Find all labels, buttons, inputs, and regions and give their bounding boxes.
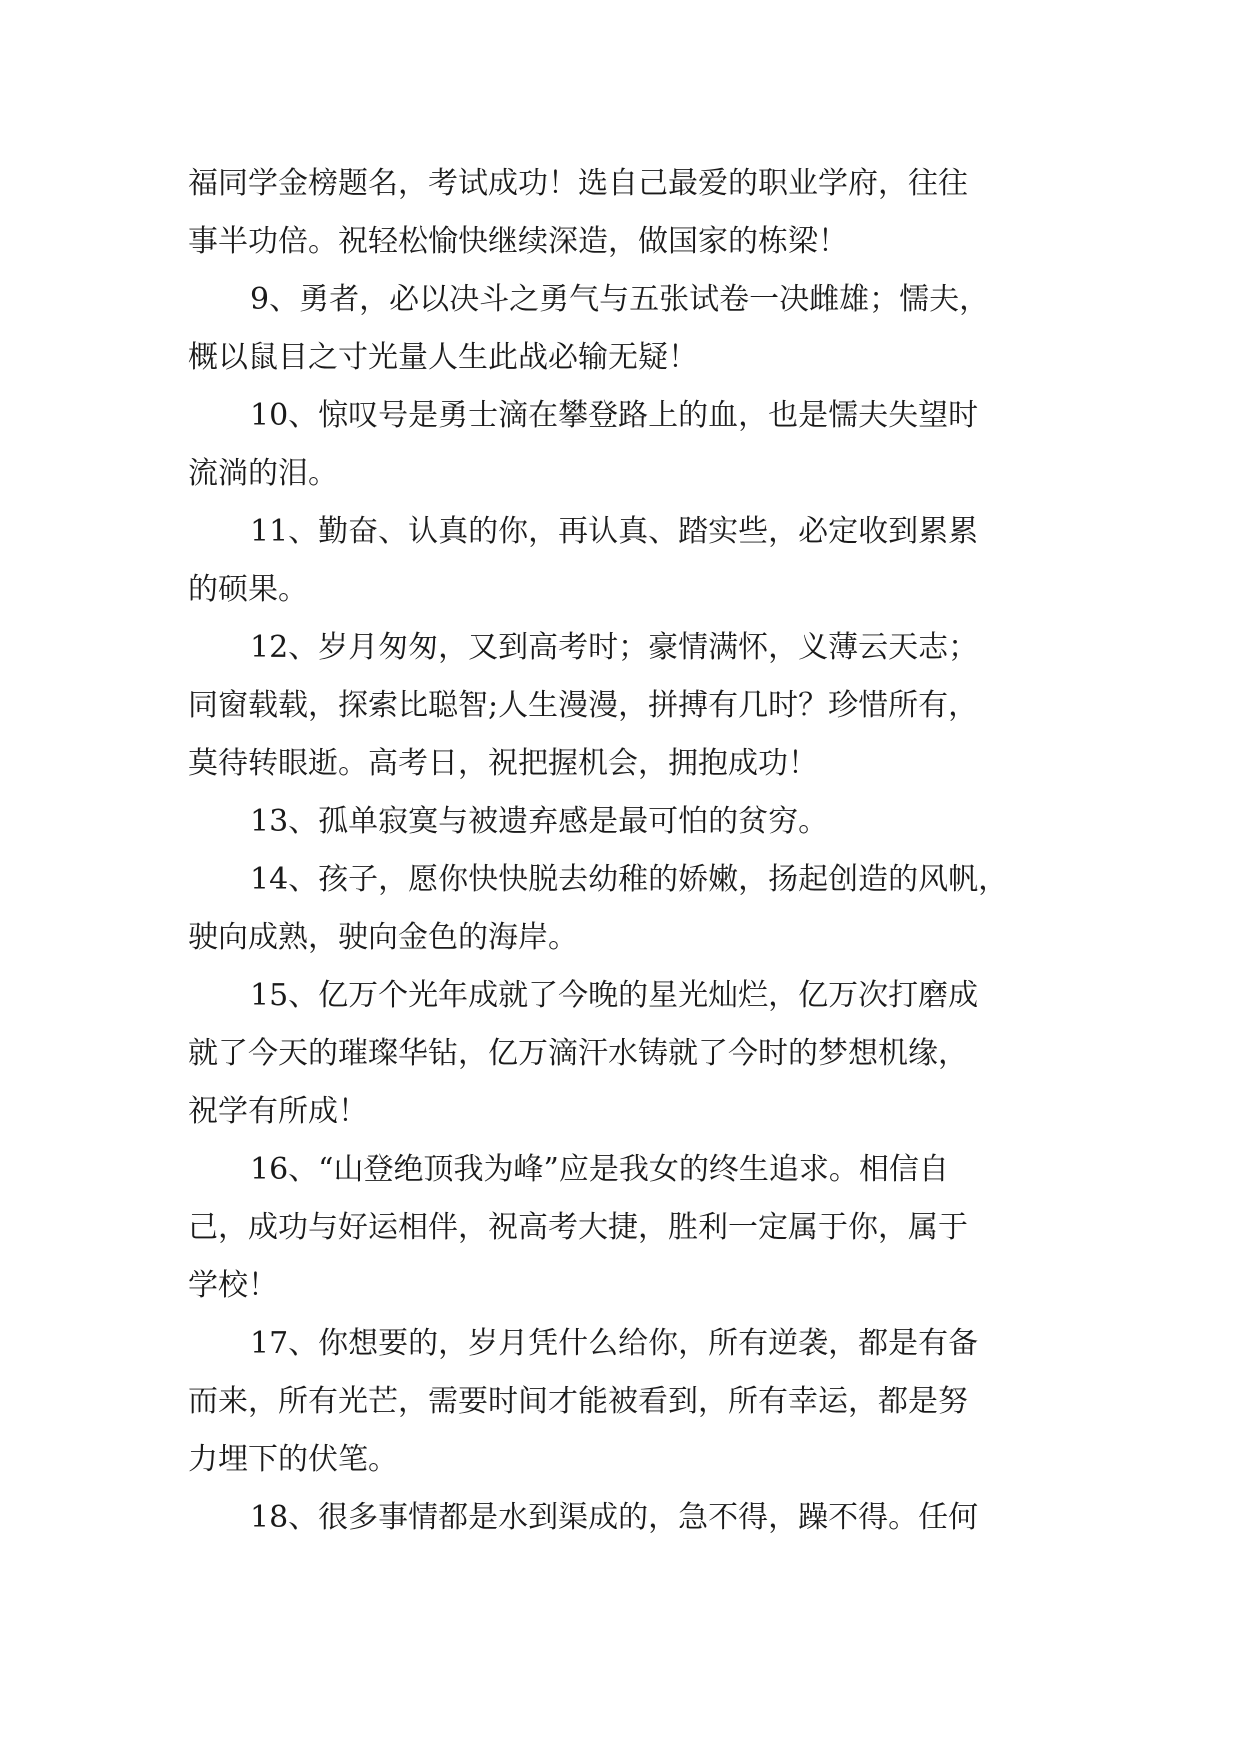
text-line: 同窗载载，探索比聪智;人生漫漫，拼搏有几时？珍惜所有， [188,688,979,723]
text-line: 莫待转眼逝。高考日，祝把握机会，拥抱成功！ [188,746,818,781]
text-line: 祝学有所成！ [188,1094,368,1129]
paragraph-start-line: 12、岁月匆匆，又到高考时；豪情满怀，义薄云天志； [250,630,979,665]
paragraph-start-line: 10、惊叹号是勇士滴在攀登路上的血，也是懦夫失望时 [250,398,979,433]
text-line: 驶向成熟，驶向金色的海岸。 [188,920,578,955]
paragraph-start-line: 18、很多事情都是水到渠成的，急不得，躁不得。任何 [250,1500,979,1535]
text-line: 而来，所有光芒，需要时间才能被看到，所有幸运，都是努 [188,1384,968,1419]
text-line: 事半功倍。祝轻松愉快继续深造，做国家的栋梁！ [188,224,848,259]
text-line: 力埋下的伏笔。 [188,1442,398,1477]
paragraph-start-line: 11、勤奋、认真的你，再认真、踏实些，必定收到累累 [250,514,979,549]
text-line: 的硕果。 [188,572,308,607]
document-body [188,155,1068,1547]
paragraph-start-line: 16、“山登绝顶我为峰”应是我女的终生追求。相信自 [250,1152,949,1187]
paragraph-start-line: 15、亿万个光年成就了今晚的星光灿烂，亿万次打磨成 [250,978,979,1013]
text-line: 己，成功与好运相伴，祝高考大捷，胜利一定属于你，属于 [188,1210,968,1245]
paragraph-start-line: 9、勇者，必以决斗之勇气与五张试卷一决雌雄；懦夫， [250,282,990,317]
paragraph-start-line: 13、孤单寂寞与被遗弃感是最可怕的贫穷。 [250,804,829,839]
paragraph-start-line: 14、孩子，愿你快快脱去幼稚的娇嫩，扬起创造的风帆， [250,862,1009,897]
paragraph-start-line: 17、你想要的，岁月凭什么给你，所有逆袭，都是有备 [250,1326,979,1361]
text-line: 福同学金榜题名，考试成功！选自己最爱的职业学府，往往 [188,166,968,201]
text-line: 概以鼠目之寸光量人生此战必输无疑！ [188,340,698,375]
text-line: 学校！ [188,1268,278,1303]
text-line: 流淌的泪。 [188,456,338,491]
text-line: 就了今天的璀璨华钻，亿万滴汗水铸就了今时的梦想机缘， [188,1036,968,1071]
